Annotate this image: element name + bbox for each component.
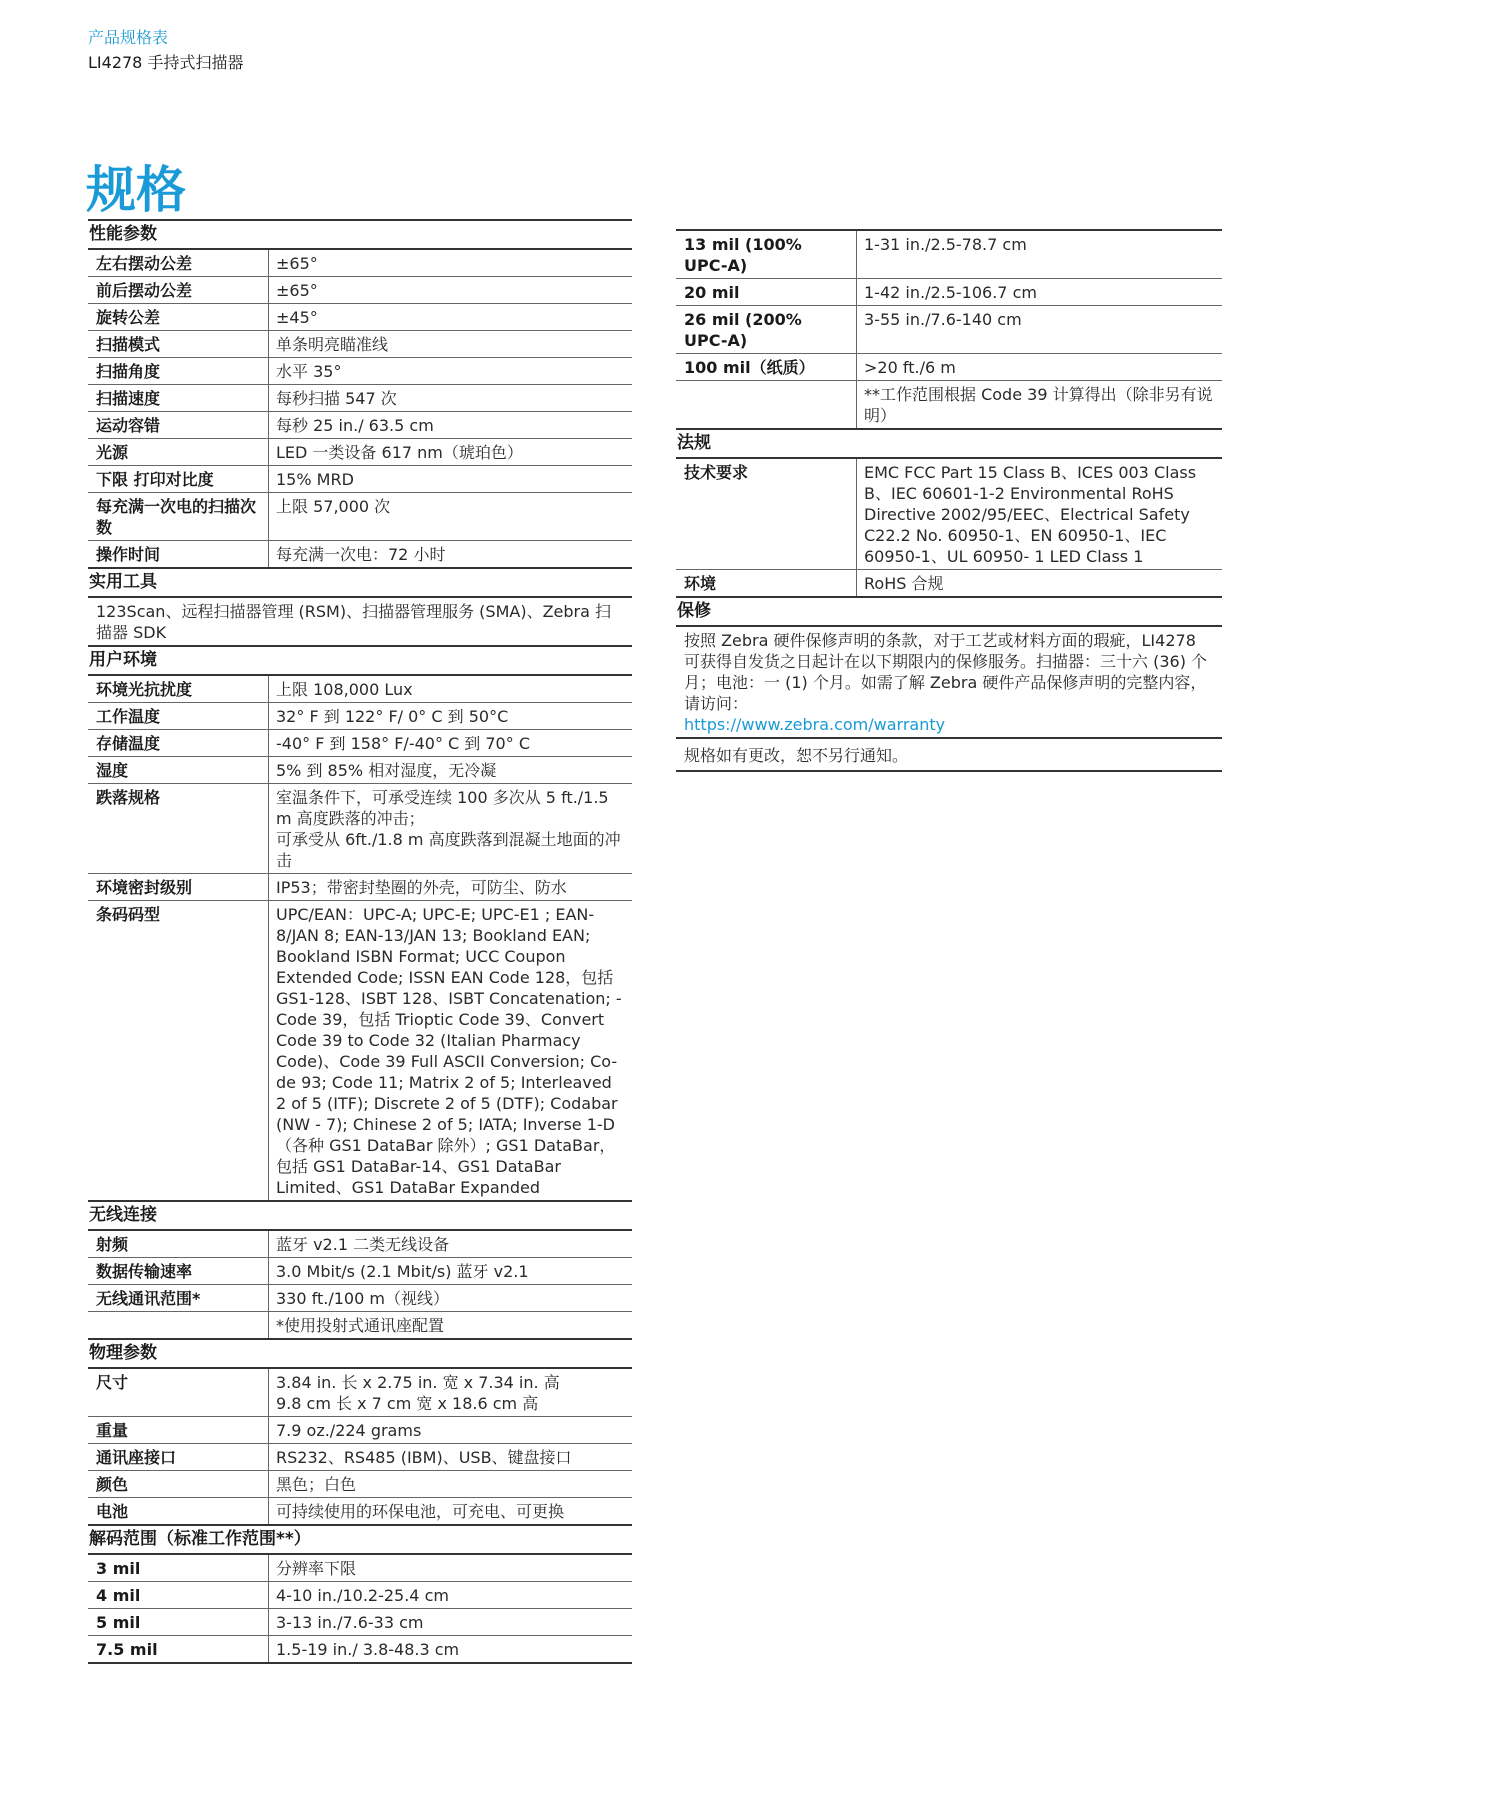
spec-key: 26 mil (200% UPC-A) <box>676 306 857 353</box>
spec-row <box>88 1417 632 1444</box>
spec-key <box>676 381 857 428</box>
spec-value: EMC FCC Part 15 Class B、ICES 003 Class B、IEC 60601-1-2 Environmental RoHS Directive 2002/95/EEC、Electrical Safety C22.2 No. 60950-1、EN 60950-1、IEC 60950-1、UL 60950- 1 LED Class 1 <box>864 463 1197 566</box>
spec-key: 3 mil <box>88 1555 269 1581</box>
spec-row <box>88 1636 632 1664</box>
spec-value: 15% MRD <box>276 470 354 489</box>
spec-value: 1.5-19 in./ 3.8-48.3 cm <box>276 1640 460 1659</box>
spec-row <box>88 1555 632 1582</box>
spec-key: 7.5 mil <box>88 1636 269 1662</box>
spec-row <box>88 676 632 703</box>
spec-value: 黑色；白色 <box>276 1475 357 1494</box>
spec-value: 室温条件下，可承受连续 100 多次从 5 ft./1.5 m 高度跌落的冲击； 可承受从 6ft./1.8 m 高度跌落到混凝土地面的冲击 <box>276 788 621 870</box>
spec-row <box>88 901 632 1202</box>
spec-row <box>88 703 632 730</box>
section-title: 法规 <box>676 430 1222 459</box>
spec-key: 尺寸 <box>88 1369 269 1416</box>
spec-row <box>88 1582 632 1609</box>
spec-row <box>88 1285 632 1312</box>
section-title: 实用工具 <box>88 569 632 598</box>
spec-value: 3.0 Mbit/s (2.1 Mbit/s) 蓝牙 v2.1 <box>276 1262 529 1281</box>
spec-row <box>88 466 632 493</box>
spec-row <box>88 439 632 466</box>
spec-key: 左右摆动公差 <box>88 250 269 276</box>
spec-row <box>676 381 1222 430</box>
spec-value: 32° F 到 122° F/ 0° C 到 50°C <box>276 707 509 726</box>
spec-key: 扫描角度 <box>88 358 269 384</box>
spec-key: 13 mil (100% UPC-A) <box>676 231 857 278</box>
section-title: 无线连接 <box>88 1202 632 1231</box>
spec-value: 7.9 oz./224 grams <box>276 1421 422 1440</box>
spec-row <box>88 250 632 277</box>
spec-row <box>88 784 632 874</box>
spec-row <box>88 385 632 412</box>
spec-key: 工作温度 <box>88 703 269 729</box>
spec-key: 通讯座接口 <box>88 1444 269 1470</box>
spec-key: 环境光抗扰度 <box>88 676 269 702</box>
spec-value: 每充满一次电：72 小时 <box>276 545 446 564</box>
spec-row <box>676 354 1222 381</box>
spec-value: 每秒扫描 547 次 <box>276 389 397 408</box>
spec-key: 运动容错 <box>88 412 269 438</box>
spec-key: 操作时间 <box>88 541 269 567</box>
spec-key: 环境密封级别 <box>88 874 269 900</box>
section-title: 性能参数 <box>88 221 632 250</box>
spec-row <box>88 1444 632 1471</box>
spec-value: ±45° <box>276 308 318 327</box>
spec-key: 数据传输速率 <box>88 1258 269 1284</box>
section-title: 解码范围（标准工作范围**） <box>88 1526 632 1555</box>
spec-row <box>88 1258 632 1285</box>
spec-key: 旋转公差 <box>88 304 269 330</box>
spec-row <box>676 279 1222 306</box>
spec-key: 环境 <box>676 570 857 596</box>
spec-value: RS232、RS485 (IBM)、USB、键盘接口 <box>276 1448 572 1467</box>
product-name: LI4278 手持式扫描器 <box>88 53 244 72</box>
spec-row <box>88 493 632 541</box>
spec-key: 射频 <box>88 1231 269 1257</box>
spec-row <box>88 1498 632 1526</box>
spec-row <box>88 1312 632 1340</box>
spec-key: 4 mil <box>88 1582 269 1608</box>
spec-value: -40° F 到 158° F/-40° C 到 70° C <box>276 734 530 753</box>
spec-row <box>88 1609 632 1636</box>
spec-value: RoHS 合规 <box>864 574 944 593</box>
spec-value: ±65° <box>276 281 318 300</box>
warranty-text: 按照 Zebra 硬件保修声明的条款，对于工艺或材料方面的瑕疵，LI4278 可获得自发货之日起计在以下期限内的保修服务。扫描器：三十六 (36) 个月；电池：一 (1) 个月。如需了解 Zebra 硬件产品保修声明的完整内容，请访问： https://www.zebra.com/warranty <box>676 627 1222 739</box>
spec-row <box>88 757 632 784</box>
section-title: 用户环境 <box>88 647 632 676</box>
spec-value: >20 ft./6 m <box>864 358 956 377</box>
spec-row <box>676 231 1222 279</box>
spec-key: 技术要求 <box>676 459 857 569</box>
spec-row <box>88 331 632 358</box>
spec-key: 5 mil <box>88 1609 269 1635</box>
spec-value: 水平 35° <box>276 362 342 381</box>
spec-value: IP53；带密封垫圈的外壳，可防尘、防水 <box>276 878 567 897</box>
spec-value: 分辨率下限 <box>276 1559 357 1578</box>
spec-key: 存储温度 <box>88 730 269 756</box>
spec-key: 20 mil <box>676 279 857 305</box>
spec-row <box>676 459 1222 570</box>
warranty-link[interactable]: https://www.zebra.com/warranty <box>684 715 946 734</box>
spec-key: 湿度 <box>88 757 269 783</box>
spec-key: 条码码型 <box>88 901 269 1200</box>
spec-value: 3-55 in./7.6-140 cm <box>864 310 1022 329</box>
spec-key: 颜色 <box>88 1471 269 1497</box>
spec-value: 4-10 in./10.2-25.4 cm <box>276 1586 449 1605</box>
spec-key: 光源 <box>88 439 269 465</box>
spec-value: *使用投射式通讯座配置 <box>276 1316 445 1335</box>
spec-row <box>676 570 1222 598</box>
spec-value: 1-31 in./2.5-78.7 cm <box>864 235 1027 254</box>
section-text: 123Scan、远程扫描器管理 (RSM)、扫描器管理服务 (SMA)、Zebra 扫描器 SDK <box>88 598 632 647</box>
spec-key: 扫描模式 <box>88 331 269 357</box>
spec-value: ±65° <box>276 254 318 273</box>
spec-row <box>88 730 632 757</box>
spec-value: 上限 57,000 次 <box>276 497 391 516</box>
spec-value: 330 ft./100 m（视线） <box>276 1289 449 1308</box>
spec-value: 5% 到 85% 相对湿度，无冷凝 <box>276 761 497 780</box>
right-spec-column <box>676 229 1222 772</box>
spec-row <box>88 304 632 331</box>
spec-value: 蓝牙 v2.1 二类无线设备 <box>276 1235 450 1254</box>
spec-value: UPC/EAN：UPC-A; UPC-E; UPC-E1 ; EAN-8/JAN 8; EAN-13/JAN 13; Bookland EAN; Bookland ISBN Format; UCC Coupon Extended Code; ISSN EAN Code 128，包括 GS1-128、ISBT 128、ISBT Concatenation; -Code 39，包括 Trioptic Code 39、Convert Code 39 to Code 32 (Italian Pharmacy Code)、Code 39 Full ASCII Conversion; Co-de 93; Code 11; Matrix 2 of 5; Interleaved 2 of 5 (ITF); Discrete 2 of 5 (DTF); Codabar (NW - 7); Chinese 2 of 5; IATA; Inverse 1-D（各种 GS1 DataBar 除外）; GS1 DataBar，包括 GS1 DataBar-14、GS1 DataBar Limited、GS1 DataBar Expanded <box>276 905 622 1197</box>
spec-value: 可持续使用的环保电池，可充电、可更换 <box>276 1502 565 1521</box>
spec-key <box>88 1312 269 1338</box>
spec-row <box>88 1471 632 1498</box>
left-spec-column <box>88 219 632 1664</box>
spec-key: 电池 <box>88 1498 269 1524</box>
spec-value: **工作范围根据 Code 39 计算得出（除非另有说明） <box>864 385 1213 425</box>
spec-value: 上限 108,000 Lux <box>276 680 413 699</box>
spec-row <box>676 306 1222 354</box>
spec-row <box>88 541 632 569</box>
spec-value: LED 一类设备 617 nm（琥珀色） <box>276 443 523 462</box>
spec-row <box>88 1369 632 1417</box>
spec-key: 100 mil（纸质） <box>676 354 857 380</box>
section-title: 物理参数 <box>88 1340 632 1369</box>
spec-row <box>88 412 632 439</box>
spec-value: 1-42 in./2.5-106.7 cm <box>864 283 1037 302</box>
spec-key: 重量 <box>88 1417 269 1443</box>
page-title: 规格 <box>86 161 186 219</box>
section-title: 保修 <box>676 598 1222 627</box>
spec-key: 扫描速度 <box>88 385 269 411</box>
spec-key: 每充满一次电的扫描次数 <box>88 493 269 540</box>
spec-row <box>88 1231 632 1258</box>
spec-value: 3.84 in. 长 x 2.75 in. 宽 x 7.34 in. 高 9.8 cm 长 x 7 cm 宽 x 18.6 cm 高 <box>276 1373 560 1413</box>
spec-row <box>88 358 632 385</box>
notice-text: 规格如有更改，恕不另行通知。 <box>676 739 1222 772</box>
spec-key: 下限 打印对比度 <box>88 466 269 492</box>
spec-row <box>88 277 632 304</box>
spec-value: 每秒 25 in./ 63.5 cm <box>276 416 434 435</box>
spec-value: 单条明亮瞄准线 <box>276 335 389 354</box>
spec-key: 前后摆动公差 <box>88 277 269 303</box>
spec-key: 跌落规格 <box>88 784 269 873</box>
doc-type-label: 产品规格表 <box>88 28 169 47</box>
spec-row <box>88 874 632 901</box>
spec-key: 无线通讯范围* <box>88 1285 269 1311</box>
spec-value: 3-13 in./7.6-33 cm <box>276 1613 424 1632</box>
